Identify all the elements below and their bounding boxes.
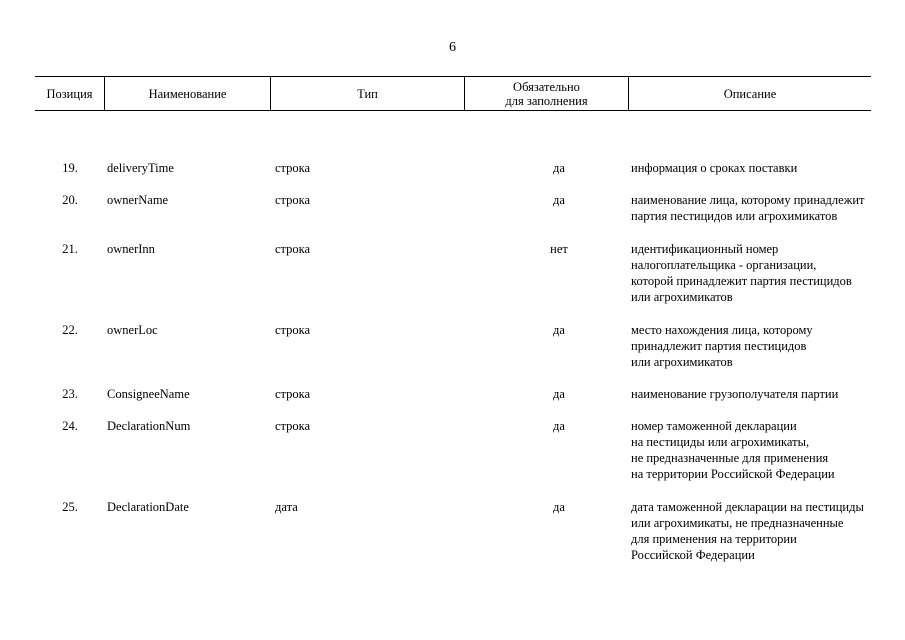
row-position: 23. <box>62 387 78 401</box>
row-position: 24. <box>62 419 78 433</box>
header-required-line2: для заполнения <box>505 93 588 108</box>
table-header <box>35 76 871 111</box>
description-line: которой принадлежит партия пестицидов <box>631 274 852 288</box>
row-name: ConsigneeName <box>107 387 190 401</box>
description-line: или агрохимикатов <box>631 290 733 304</box>
description-line: или агрохимикаты, не предназначенные <box>631 516 844 530</box>
header-required-line1: Обязательно <box>513 79 580 94</box>
row-position: 25. <box>62 500 78 514</box>
row-description <box>629 241 871 305</box>
row-type: строка <box>275 323 311 337</box>
table-row <box>35 386 871 402</box>
header-type: Тип <box>271 77 465 110</box>
row-name: ownerLoc <box>107 323 158 337</box>
description-line: информация о сроках поставки <box>631 161 798 175</box>
row-type: дата <box>275 500 298 514</box>
row-required: да <box>553 161 565 175</box>
row-description <box>629 160 871 176</box>
row-required: да <box>553 193 565 207</box>
row-description <box>629 322 871 370</box>
description-line: Российской Федерации <box>631 548 755 562</box>
description-line: место нахождения лица, которому <box>631 323 813 337</box>
description-line: не предназначенные для применения <box>631 451 829 465</box>
description-line: наименование грузополучателя партии <box>631 387 839 401</box>
row-position: 21. <box>62 242 78 256</box>
row-required: да <box>553 419 565 433</box>
table-row <box>35 499 871 563</box>
description-line: для применения на территории <box>631 532 797 546</box>
description-line: или агрохимикатов <box>631 355 733 369</box>
row-description <box>629 386 871 402</box>
description-line: дата таможенной декларации на пестициды <box>631 500 864 514</box>
row-type: строка <box>275 387 311 401</box>
row-position: 19. <box>62 161 78 175</box>
row-required: нет <box>550 242 568 256</box>
row-description <box>629 499 871 563</box>
row-name: DeclarationDate <box>107 500 189 514</box>
row-name: DeclarationNum <box>107 419 191 433</box>
table-row <box>35 241 871 305</box>
description-line: на территории Российской Федерации <box>631 467 835 481</box>
row-type: строка <box>275 193 311 207</box>
description-line: наименование лица, которому принадлежит <box>631 193 865 207</box>
row-name: ownerName <box>107 193 169 207</box>
header-name: Наименование <box>105 77 271 110</box>
description-line: идентификационный номер <box>631 242 779 256</box>
header-position: Позиция <box>35 77 105 110</box>
row-required: да <box>553 387 565 401</box>
table-row <box>35 160 871 176</box>
row-name: ownerInn <box>107 242 155 256</box>
page-number: 6 <box>449 40 456 55</box>
description-line: номер таможенной декларации <box>631 419 797 433</box>
row-name: deliveryTime <box>107 161 174 175</box>
description-line: партия пестицидов или агрохимикатов <box>631 209 838 223</box>
row-required: да <box>553 500 565 514</box>
row-description <box>629 192 871 224</box>
row-type: строка <box>275 161 311 175</box>
table-row <box>35 322 871 370</box>
header-description: Описание <box>723 86 777 101</box>
row-position: 20. <box>62 193 78 207</box>
description-line: налогоплательщика - организации, <box>631 258 817 272</box>
description-line: на пестициды или агрохимикаты, <box>631 435 810 449</box>
table-row <box>35 418 871 482</box>
row-description <box>629 418 871 482</box>
fields-table <box>35 76 871 562</box>
row-required: да <box>553 323 565 337</box>
row-type: строка <box>275 419 311 433</box>
table-row <box>35 192 871 224</box>
row-type: строка <box>275 242 311 256</box>
header-required <box>465 77 629 110</box>
description-line: принадлежит партия пестицидов <box>631 339 807 353</box>
row-position: 22. <box>62 323 78 337</box>
